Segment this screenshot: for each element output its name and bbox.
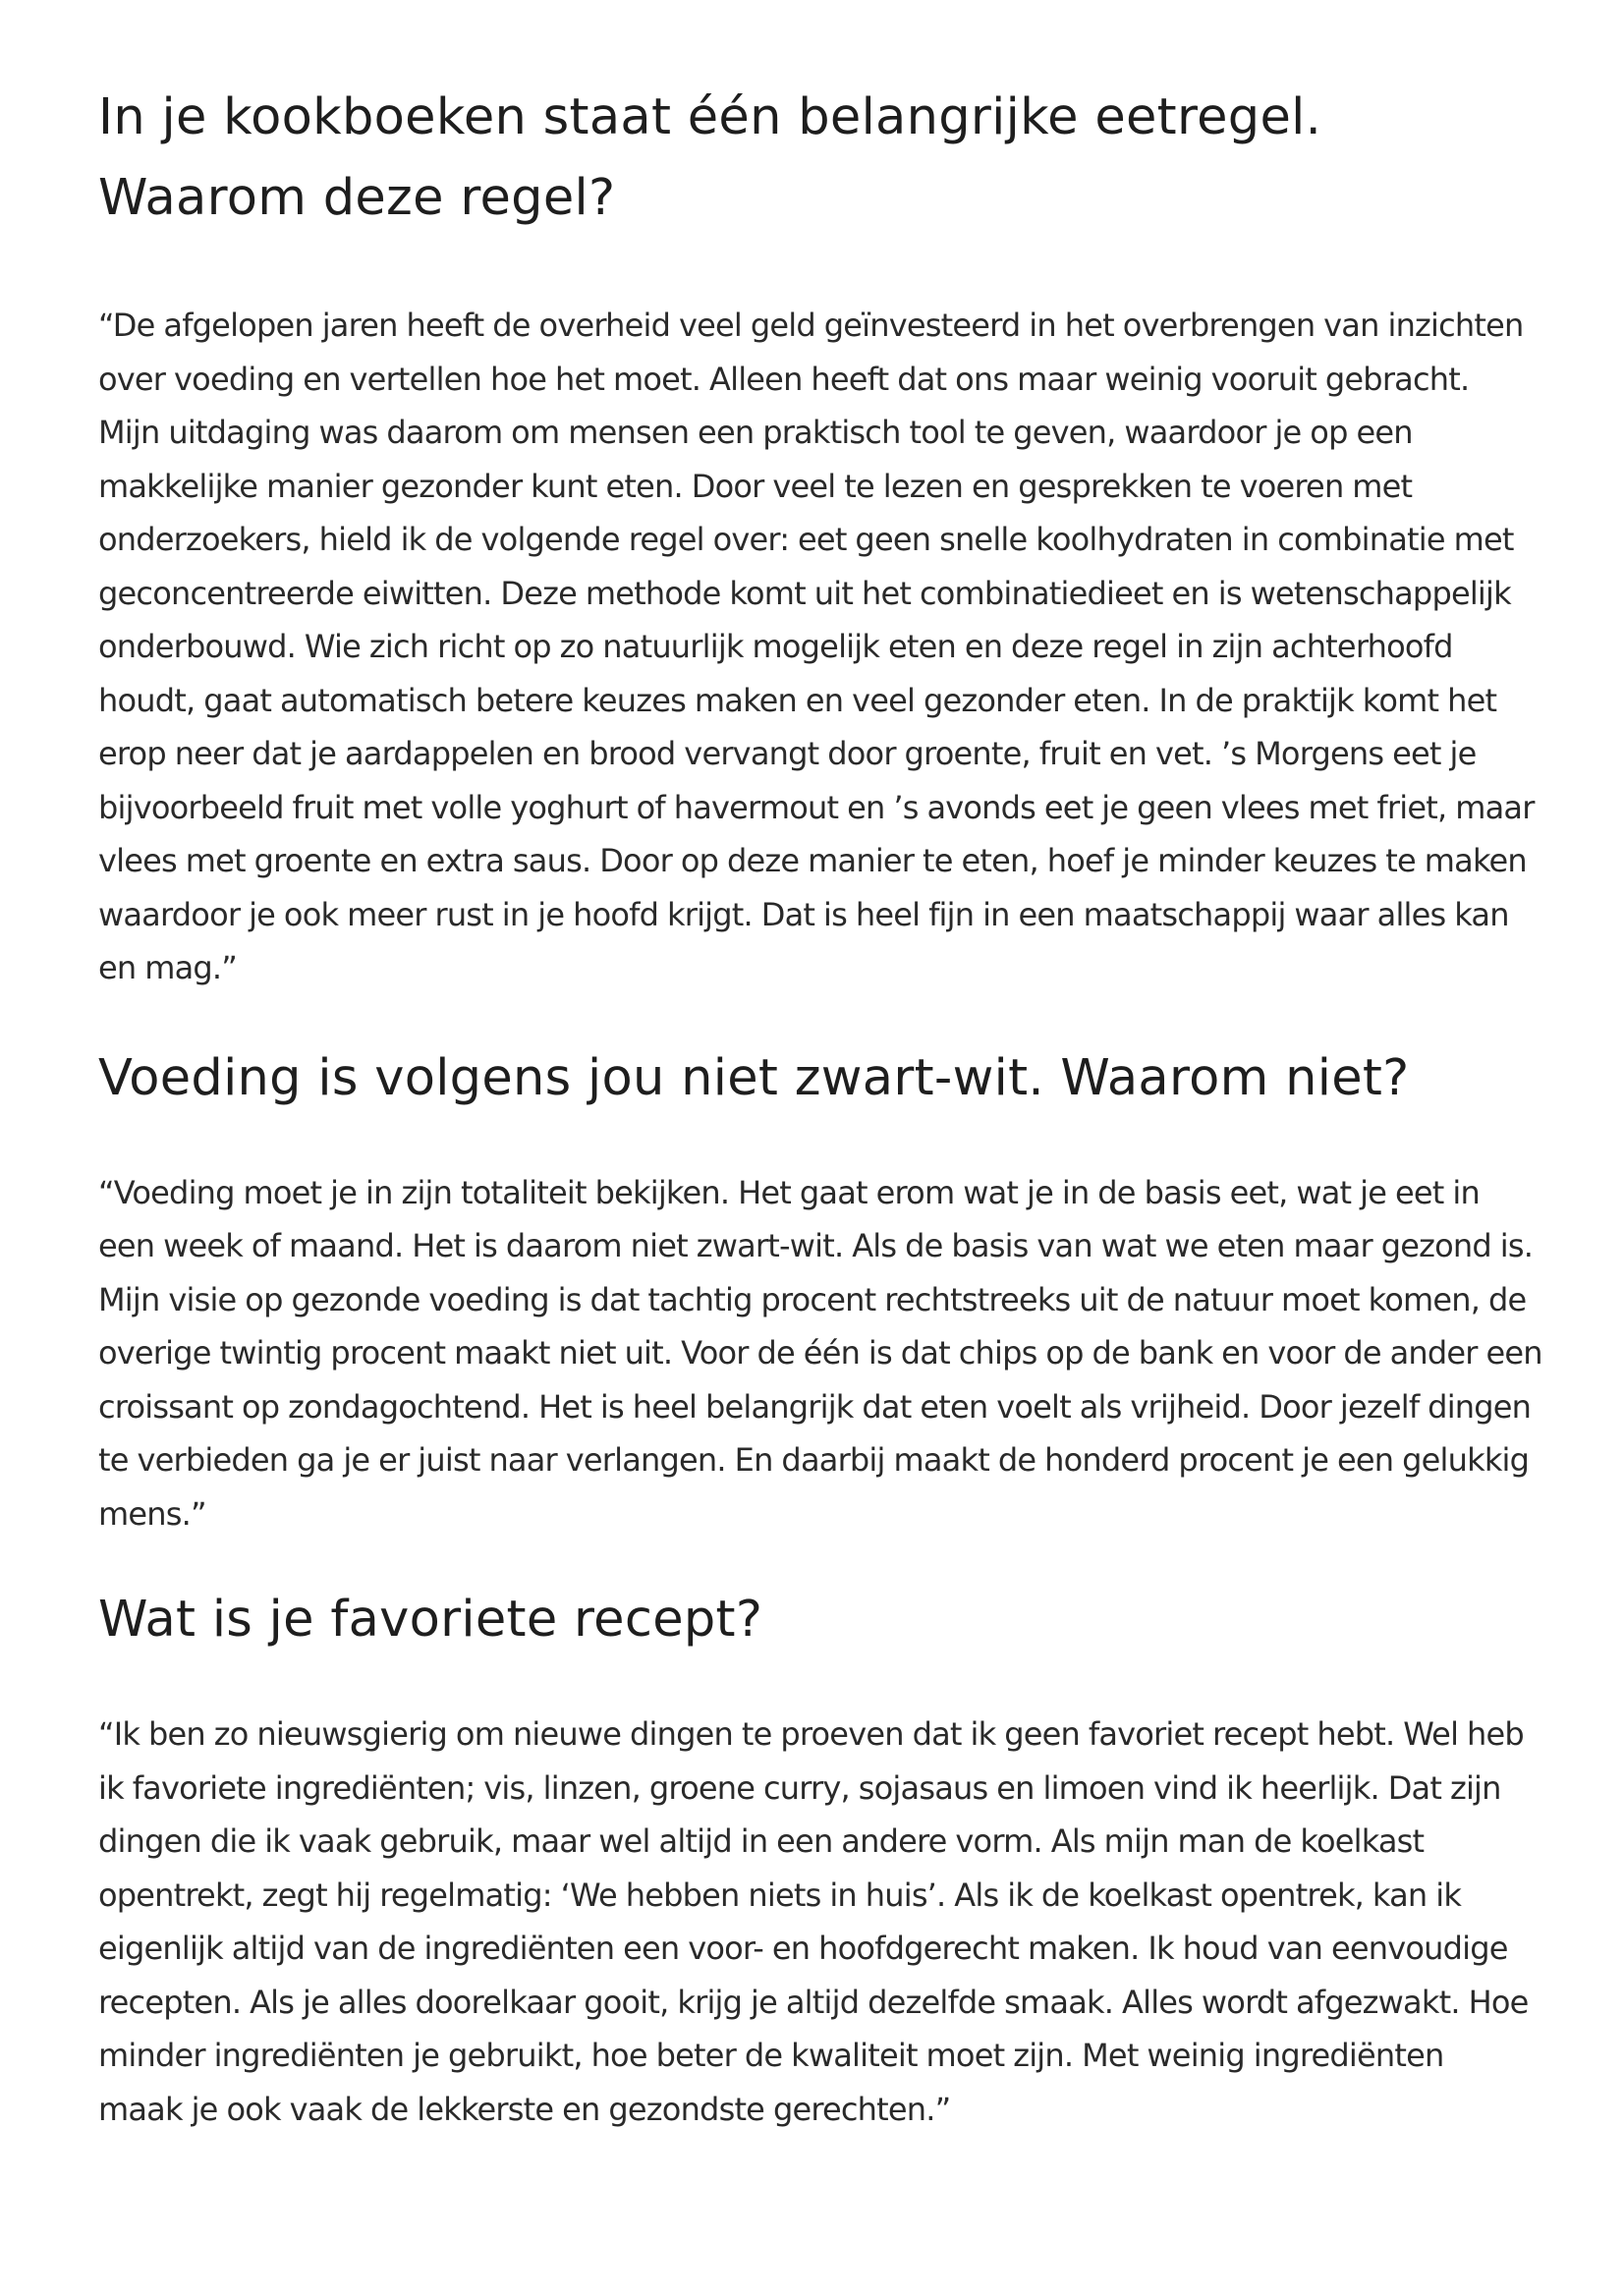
section-2-answer — [98, 1166, 1542, 1541]
answer-line: onderbouwd. Wie zich richt op zo natuurlijk mogelijk eten en deze regel in zijn achterhoofd — [98, 628, 1453, 665]
answer-line: over voeding en vertellen hoe het moet. Alleen heeft dat ons maar weinig vooruit gebracht. — [98, 360, 1470, 398]
answer-line: geconcentreerde eiwitten. Deze methode komt uit het combinatiedieet en is wetenschappelijk — [98, 574, 1511, 612]
answer-line: maak je ook vaak de lekkerste en gezondste gerechten.” — [98, 2090, 951, 2128]
answer-line: “De afgelopen jaren heeft de overheid veel geld geïnvesteerd in het overbrengen van inzichten — [98, 307, 1524, 344]
answer-line: Mijn uitdaging was daarom om mensen een praktisch tool te geven, waardoor je op een — [98, 414, 1413, 451]
answer-line: onderzoekers, hield ik de volgende regel over: eet geen snelle koolhydraten in combinatie met — [98, 521, 1514, 558]
section-1-heading — [98, 78, 1542, 239]
answer-line: bijvoorbeeld fruit met volle yoghurt of havermout en ’s avonds eet je geen vlees met friet, maar — [98, 788, 1535, 826]
heading-line: In je kookboeken staat één belangrijke eetregel. — [98, 88, 1322, 146]
answer-line: ik favoriete ingrediënten; vis, linzen, groene curry, sojasaus en limoen vind ik heerlijk. Dat zijn — [98, 1768, 1501, 1807]
heading-line: Voeding is volgens jou niet zwart-wit. Waarom niet? — [98, 1048, 1410, 1107]
answer-line: eigenlijk altijd van de ingrediënten een voor- en hoofdgerecht maken. Ik houd van eenvoudige — [98, 1930, 1508, 1967]
answer-line: erop neer dat je aardappelen en brood vervangt door groente, fruit en vet. ’s Morgens eet je — [98, 735, 1477, 772]
answer-line: te verbieden ga je er juist naar verlangen. En daarbij maakt de honderd procent je een gelukkig — [98, 1441, 1530, 1479]
answer-line: overige twintig procent maakt niet uit. Voor de één is dat chips op de bank en voor de ander een — [98, 1334, 1542, 1372]
document-page — [98, 0, 1542, 2136]
heading-line: Wat is je favoriete recept? — [98, 1591, 763, 1649]
answer-line: vlees met groente en extra saus. Door op deze manier te eten, hoef je minder keuzes te maken — [98, 842, 1527, 879]
answer-line: minder ingrediënten je gebruikt, hoe beter de kwaliteit moet zijn. Met weinig ingrediënten — [98, 2037, 1444, 2074]
section-3-heading — [98, 1580, 1542, 1660]
answer-line: dingen die ik vaak gebruik, maar wel altijd in een andere vorm. Als mijn man de koelkast — [98, 1822, 1425, 1860]
answer-line: mens.” — [98, 1494, 206, 1533]
answer-line: houdt, gaat automatisch betere keuzes maken en veel gezonder eten. In de praktijk komt het — [98, 681, 1497, 719]
section-3-answer — [98, 1708, 1542, 2136]
section-2-heading — [98, 1038, 1542, 1119]
section-1-answer — [98, 299, 1542, 995]
answer-line: en mag.” — [98, 949, 238, 986]
heading-line: Waarom deze regel? — [98, 169, 616, 227]
answer-line: Mijn visie op gezonde voeding is dat tachtig procent rechtstreeks uit de natuur moet komen, de — [98, 1280, 1527, 1318]
answer-line: opentrekt, zegt hij regelmatig: ‘We hebben niets in huis’. Als ik de koelkast opentrek, kan ik — [98, 1876, 1462, 1914]
answer-line: recepten. Als je alles doorelkaar gooit, krijg je altijd dezelfde smaak. Alles wordt afgezwakt. Hoe — [98, 1983, 1529, 2021]
answer-line: een week of maand. Het is daarom niet zwart-wit. Als de basis van wat we eten maar gezond is. — [98, 1227, 1534, 1264]
answer-line: waardoor je ook meer rust in je hoofd krijgt. Dat is heel fijn in een maatschappij waar alles kan — [98, 895, 1509, 933]
answer-line: makkelijke manier gezonder kunt eten. Door veel te lezen en gesprekken te voeren met — [98, 467, 1413, 505]
answer-line: croissant op zondagochtend. Het is heel belangrijk dat eten voelt als vrijheid. Door jezelf dingen — [98, 1387, 1532, 1426]
answer-line: “Ik ben zo nieuwsgierig om nieuwe dingen te proeven dat ik geen favoriet recept hebt. Wel heb — [98, 1715, 1524, 1753]
answer-line: “Voeding moet je in zijn totaliteit bekijken. Het gaat erom wat je in de basis eet, wat je eet in — [98, 1173, 1480, 1211]
